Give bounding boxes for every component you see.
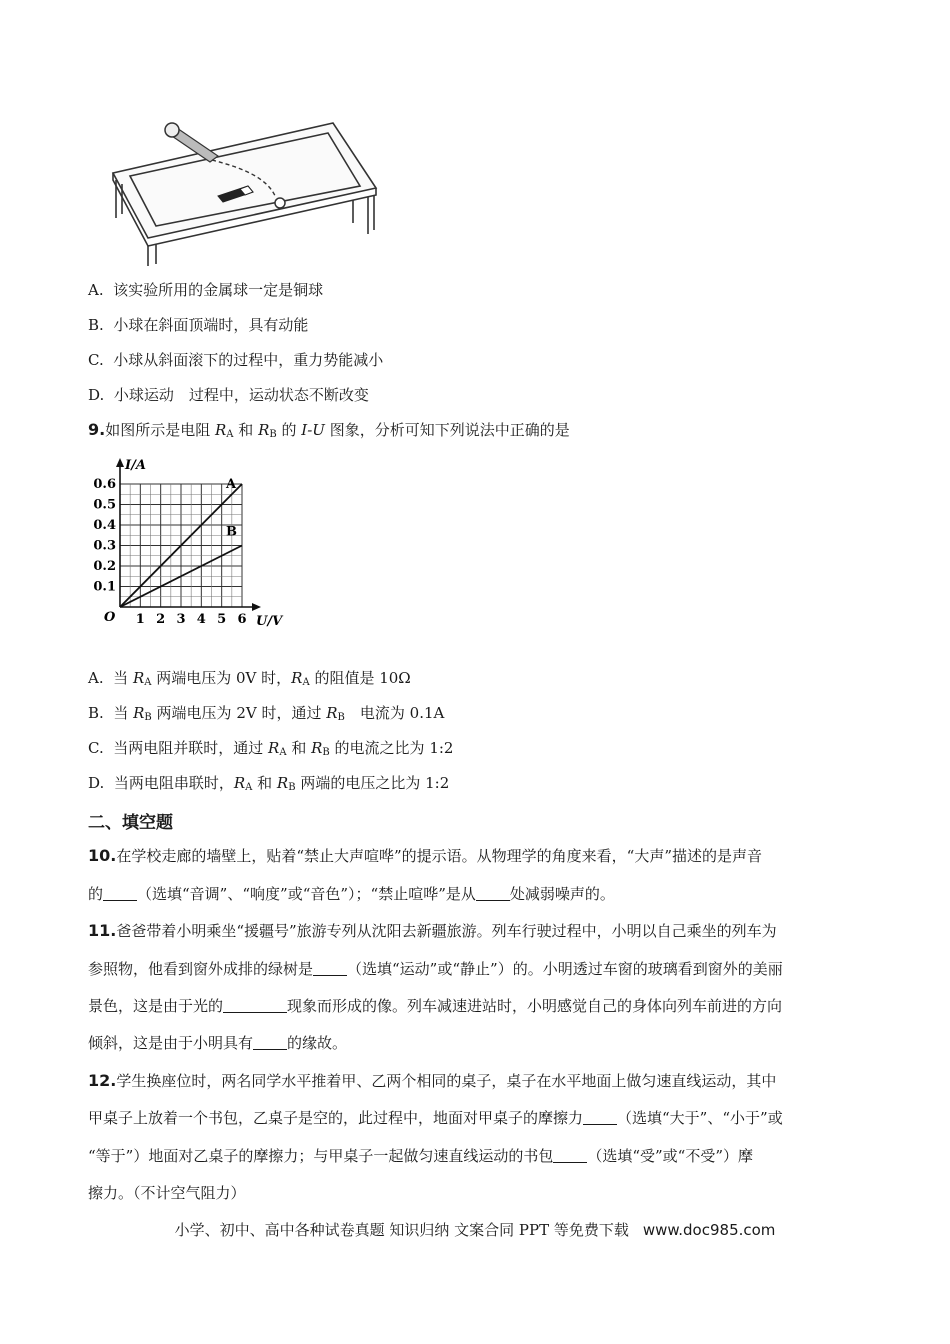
y-tick-label: 0.3	[93, 538, 116, 554]
section-title-fill-blank: 二、填空题	[88, 813, 173, 833]
x-tick-label: 4	[196, 612, 206, 627]
q8-option-b: B. 小球在斜面顶端时，具有动能	[88, 316, 309, 334]
q10-blank-1[interactable]	[103, 886, 137, 901]
x-axis-label: U/V	[256, 614, 283, 629]
series-label-A: A	[226, 477, 237, 492]
q8-option-a: A. 该实验所用的金属球一定是铜球	[88, 281, 324, 299]
q11-line-2: 参照物，他看到窗外成排的绿树是 （选填“运动”或“静止”）的。小明透过车窗的玻璃看到窗外的美丽	[88, 960, 783, 978]
q9-option-a: A. 当 $R_A$ 两端电压为 0V 时，$R_A$ 的阻值是 10Ω	[88, 669, 411, 688]
q10-blank-2[interactable]	[476, 886, 510, 901]
q11-blank-3[interactable]	[253, 1035, 287, 1050]
q10-line-2: 的 （选填“音调”、“响度”或“音色”）；“禁止喧哗”是从 处减弱噪声的。	[88, 885, 615, 903]
q11-line-3: 景色，这是由于光的 现象而形成的像。列车减速进站时，小明感觉自己的身体向列车前进的方向	[88, 997, 783, 1015]
footer-url[interactable]: www.doc985.com	[642, 1221, 776, 1239]
q12-blank-2[interactable]	[553, 1148, 587, 1163]
q12-blank-1[interactable]	[583, 1110, 617, 1125]
q8-option-d: D. 小球运动 过程中，运动状态不断改变	[88, 386, 369, 404]
x-tick-label: 1	[135, 612, 145, 627]
y-tick-label: 0.6	[93, 477, 116, 492]
series-label-B: B	[226, 524, 237, 540]
x-tick-label: 2	[156, 612, 166, 627]
q12-line-4: 擦力。（不计空气阻力）	[88, 1184, 246, 1202]
y-tick-label: 0.4	[93, 518, 116, 533]
page-footer	[0, 1219, 950, 1240]
x-tick-label: 3	[176, 612, 186, 627]
experiment-illustration	[108, 118, 383, 268]
x-tick-label: 6	[237, 612, 247, 627]
q11-blank-2[interactable]	[223, 998, 287, 1013]
y-axis-label: I/A	[125, 458, 146, 473]
q9-option-b: B. 当 $R_B$ 两端电压为 2V 时，通过 $R_B$ 电流为 0.1A	[88, 704, 445, 723]
q9-option-d: D. 当两电阻串联时，$R_A$ 和 $R_B$ 两端的电压之比为 1:2	[88, 774, 450, 793]
y-axis-arrow	[116, 458, 124, 467]
q9-stem: 9.如图所示是电阻 $R_A$ 和 $R_B$ 的 I-U 图象，分析可知下列说法中正确的是	[88, 420, 570, 440]
q12-line-1: 12.学生换座位时，两名同学水平推着甲、乙两个相同的桌子，桌子在水平地面上做匀速直线运动，其中	[88, 1071, 777, 1090]
q11-line-4: 倾斜，这是由于小明具有 的缘故。	[88, 1034, 348, 1052]
footer-text: 小学、初中、高中各种试卷真题 知识归纳 文案合同 PPT 等免费下载	[174, 1221, 629, 1239]
x-axis-arrow	[252, 603, 261, 611]
y-tick-label: 0.2	[93, 559, 116, 574]
q9-option-c: C. 当两电阻并联时，通过 $R_A$ 和 $R_B$ 的电流之比为 1:2	[88, 739, 454, 758]
q10-line-1: 10.在学校走廊的墙壁上，贴着“禁止大声喧哗”的提示语。从物理学的角度来看，“大声”描述的是声音	[88, 846, 763, 865]
q8-option-c: C. 小球从斜面滚下的过程中，重力势能减小	[88, 351, 384, 369]
q11-blank-1[interactable]	[313, 961, 347, 976]
iu-chart	[86, 455, 296, 635]
y-tick-label: 0.5	[93, 497, 116, 513]
q12-line-3: “等于”）地面对乙桌子的摩擦力；与甲桌子一起做匀速直线运动的书包 （选填“受”或“不受”）摩	[88, 1147, 754, 1165]
x-tick-label: 5	[217, 612, 227, 627]
y-tick-label: 0.1	[93, 579, 116, 595]
q12-line-2: 甲桌子上放着一个书包，乙桌子是空的，此过程中，地面对甲桌子的摩擦力 （选填“大于”、“小于”或	[88, 1109, 783, 1127]
origin-label: O	[104, 610, 116, 625]
q11-line-1: 11.爸爸带着小明乘坐“援疆号”旅游专列从沈阳去新疆旅游。列车行驶过程中，小明以自己乘坐的列车为	[88, 921, 777, 940]
